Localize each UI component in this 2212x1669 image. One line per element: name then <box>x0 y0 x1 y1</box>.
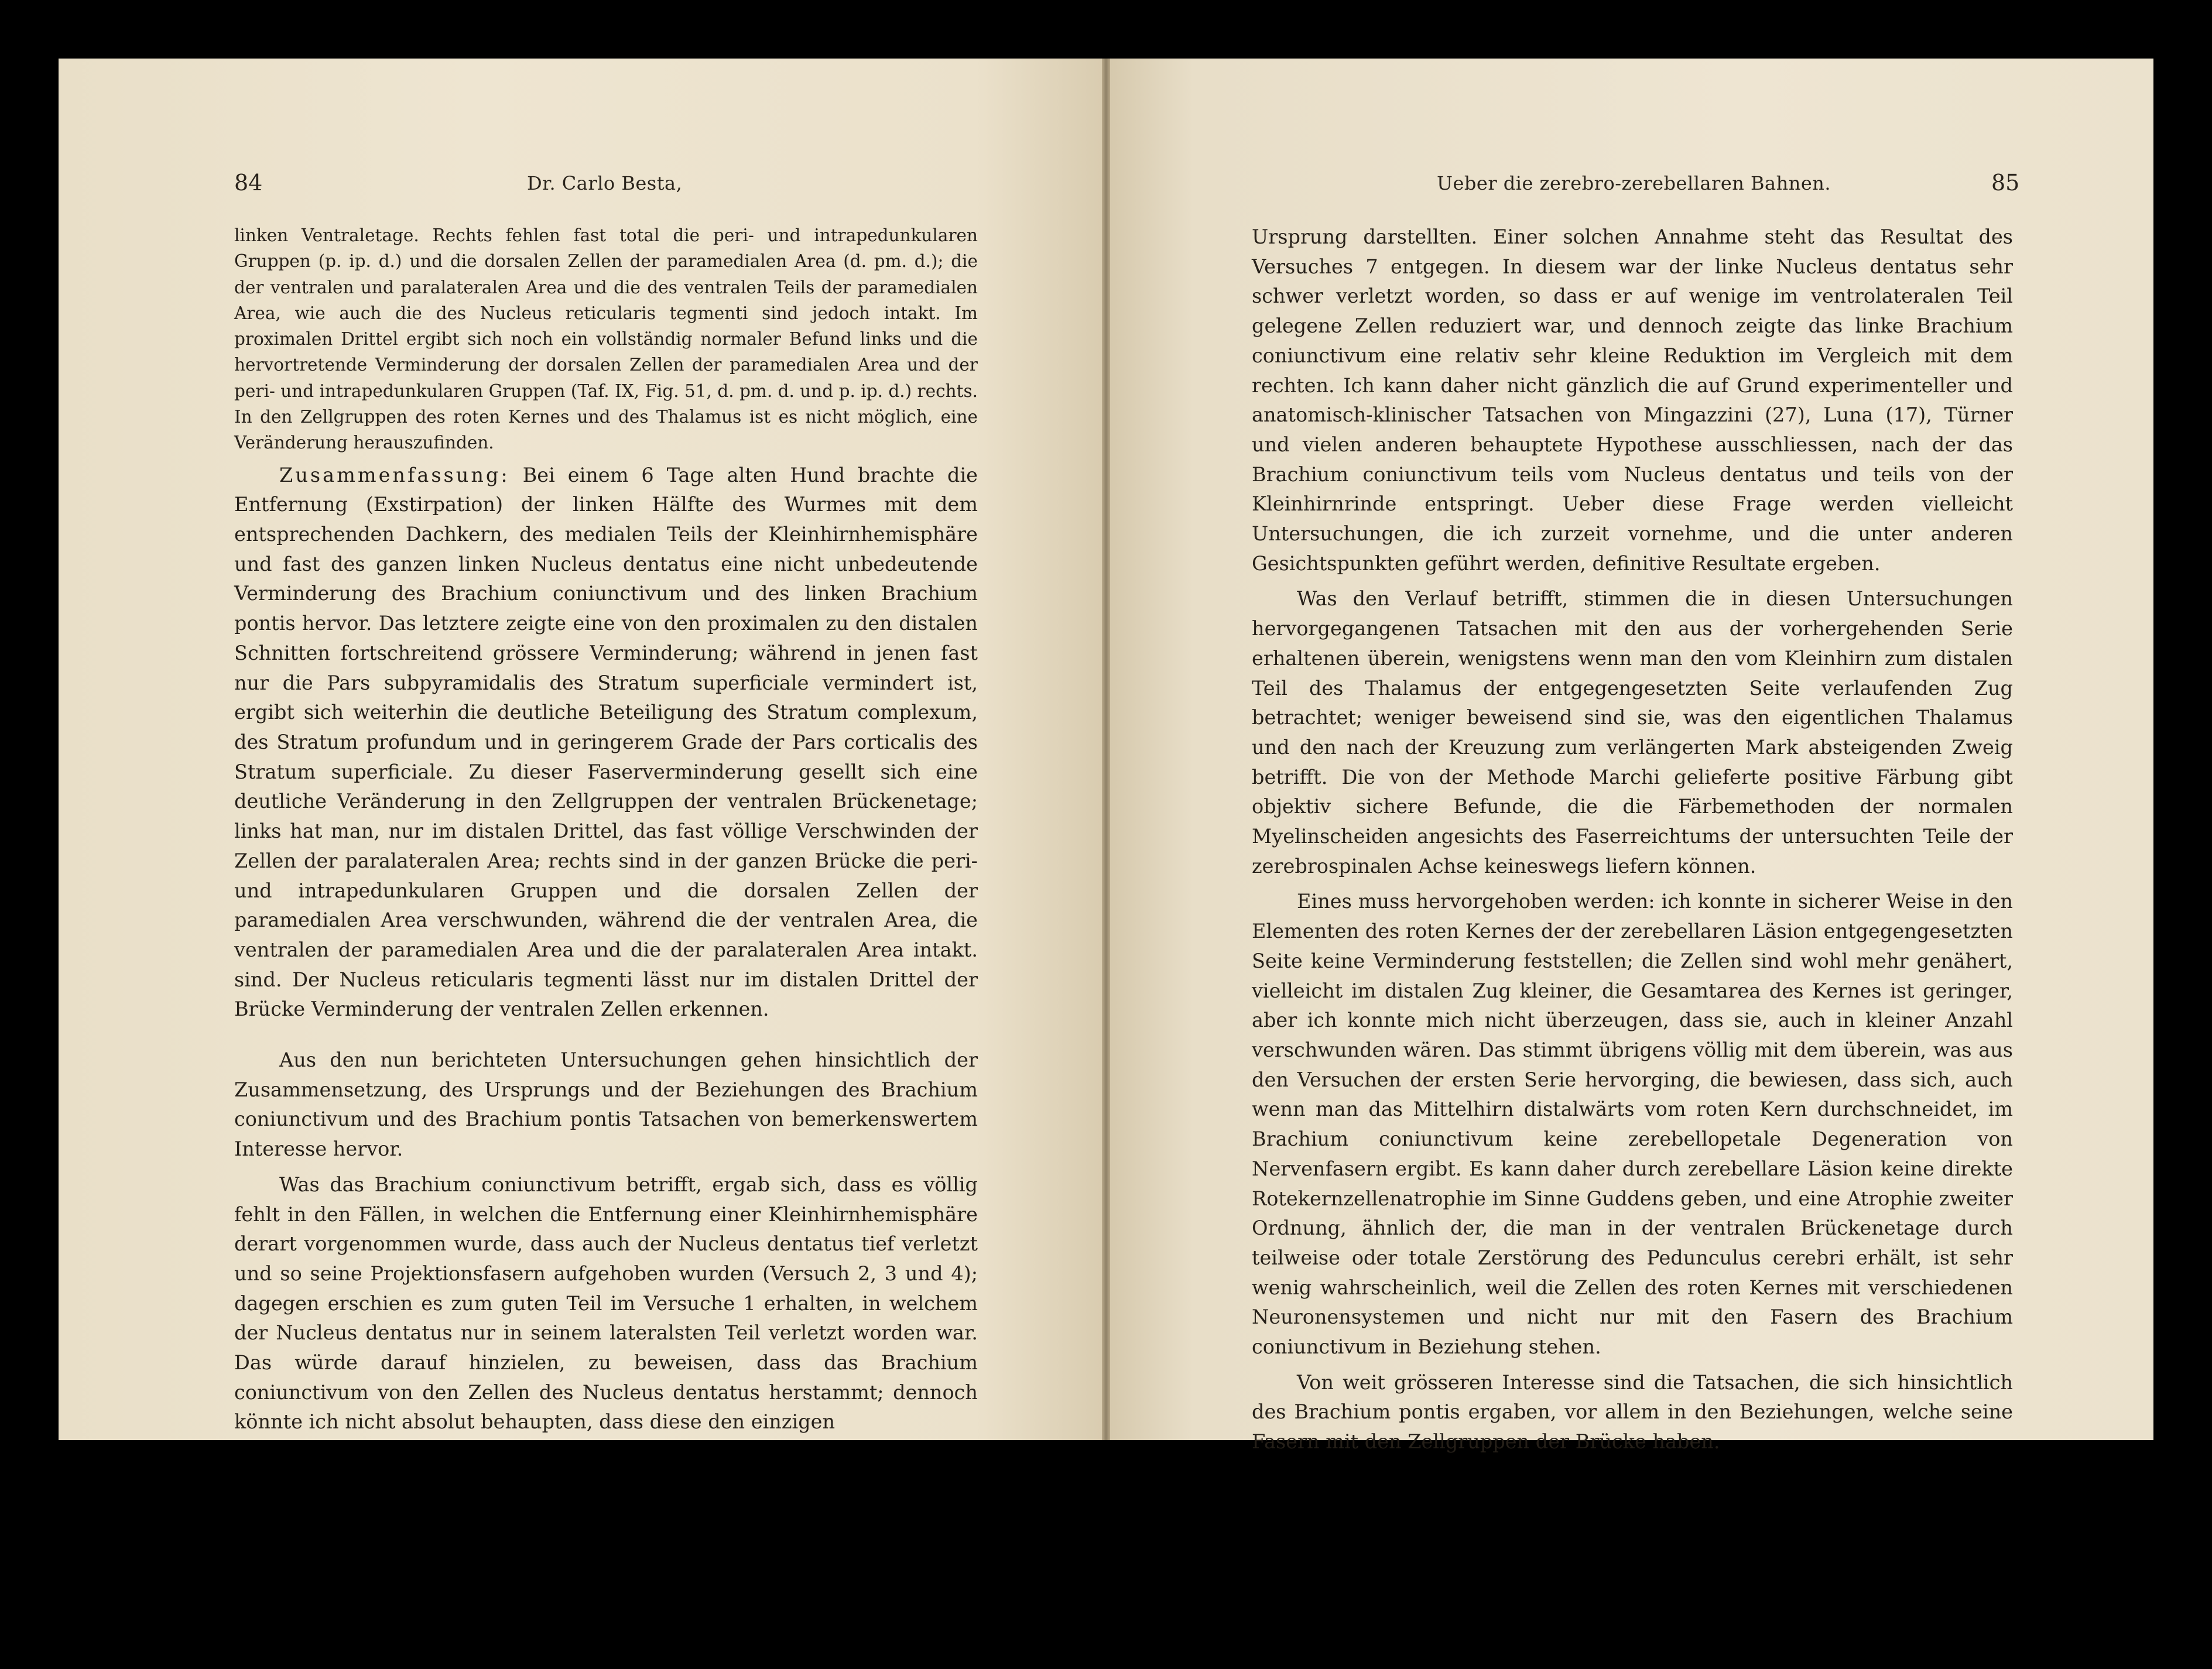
body-paragraph: Was das Brachium coniunctivum betrifft, ergab sich, dass es völlig fehlt in den Fällen, in welchen die Entfernung einer Kleinhirnhemisphäre derart vorgenommen wurde, dass auch der Nucleus dentatus tief verletzt und so seine Projektionsfasern aufgehoben wurden (Versuch 2, 3 und 4); dagegen erschien es zum guten Teil im Versuche 1 erhalten, in welchem der Nucleus dentatus nur in seinem lateralsten Teil verletzt worden war. Das würde darauf hinzielen, zu beweisen, dass das Brachium coniunctivum von den Zellen des Nucleus dentatus herstammt; dennoch könnte ich nicht absolut behaupten, dass diese den einzigen <box>234 1173 978 1434</box>
body-paragraph: Was den Verlauf betrifft, stimmen die in diesen Untersuchungen hervorgegangenen Tatsachen mit den aus der vorhergehenden Serie erhaltenen überein, wenigstens wenn man den vom Kleinhirn zum distalen Teil des Thalamus der entgegengesetzten Seite verlaufenden Zug betrachtet; weniger beweisend sind sie, was den eigentlichen Thalamus und den nach der Kreuzung zum verlängerten Mark absteigenden Zweig betrifft. Die von der Methode Marchi gelieferte positive Färbung gibt objektiv sichere Befunde, die die Färbemethoden der normalen Myelinscheiden angesichts des Faserreichtums der untersuchten Teile der zerebrospinalen Achse keineswegs liefern können. <box>1252 587 2013 878</box>
body-paragraph: Von weit grösseren Interesse sind die Tatsachen, die sich hinsichtlich des Brachium pontis ergaben, vor allem in den Beziehungen, welche seine Fasern mit den Zellgruppen der Brücke haben. <box>1252 1370 2013 1454</box>
small-print-paragraph: linken Ventraletage. Rechts fehlen fast total die peri- und intrapedunkularen Gruppen (p. ip. d.) und die dorsalen Zellen der paramedialen Area (d. pm. d.); die der ventralen und paralateralen Area und die des ventralen Teils der paramedialen Area, wie auch die des Nucleus reticularis tegmenti sind jedoch intakt. Im proximalen Drittel ergibt sich noch ein vollständig normaler Befund links und die hervortretende Verminderung der dorsalen Zellen der paramedialen Area und der peri- und intrapedunkularen Gruppen (Taf. IX, Fig. 51, d. pm. d. und p. ip. d.) rechts. In den Zellgruppen des roten Kernes und des Thalamus ist es nicht möglich, eine Veränderung herauszufinden. <box>234 225 978 453</box>
summary-heading: Zusammenfassung: <box>279 463 510 486</box>
left-page <box>59 59 1102 1440</box>
summary-paragraph <box>234 461 978 1024</box>
page-number: 85 <box>1991 170 2020 196</box>
right-page <box>1110 59 2153 1454</box>
paragraph-spacer <box>1252 578 2013 584</box>
body-paragraph: Aus den nun berichteten Untersuchungen gehen hinsichtlich der Zusammensetzung, des Ursprungs und der Beziehungen des Brachium coniunctivum und des Brachium pontis Tatsachen von bemerkenswertem Interesse hervor. <box>234 1048 978 1161</box>
running-head: Ueber die zerebro-zerebellaren Bahnen. <box>1437 172 1831 194</box>
body-paragraph: Ursprung darstellten. Einer solchen Annahme steht das Resultat des Versuches 7 entgegen. In diesem war der linke Nucleus dentatus sehr schwer verletzt worden, so dass er auf wenige im ventrolateralen Teil gelegene Zellen reduziert war, und dennoch zeigte das linke Brachium coniunctivum eine relativ sehr kleine Reduktion im Vergleich mit dem rechten. Ich kann daher nicht gänzlich die auf Grund experimenteller und anatomisch-klinischer Tatsachen von Mingazzini (27), Luna (17), Türner und vielen anderen behauptete Hypothese ausschliessen, nach der das Brachium coniunctivum teils vom Nucleus dentatus und teils von der Kleinhirnrinde entspringt. Ueber diese Frage werden vielleicht Untersuchungen, die ich zurzeit vornehme, und die unter anderen Gesichtspunkten geführt werden, definitive Resultate ergeben. <box>1252 225 2013 575</box>
right-page-header <box>1110 170 2153 205</box>
summary-text: Bei einem 6 Tage alten Hund brachte die Entfernung (Exstirpation) der linken Hälfte des Wurmes mit dem entsprechenden Dachkern, des medialen Teils der Kleinhirnhemisphäre und fast des ganzen linken Nucleus dentatus eine nicht unbedeutende Verminderung des Brachium coniunctivum und des linken Brachium pontis hervor. Das letztere zeigte eine von den proximalen zu den distalen Schnitten fortschreitend grössere Verminderung; während in jenen fast nur die Pars subpyramidalis des Stratum superficiale vermindert ist, ergibt sich weiterhin die deutliche Beteiligung des Stratum complexum, des Stratum profundum und in geringerem Grade der Pars corticalis des Stratum superficiale. Zu dieser Faserverminderung gesellt sich eine deutliche Veränderung in den Zellgruppen der ventralen Brückenetage; links hat man, nur im distalen Drittel, das fast völlige Verschwinden der Zellen der paralateralen Area; rechts sind in der ganzen Brücke die peri- und intrapedunkularen Gruppen und die dorsalen Zellen der paramedialen Area verschwunden, während die der ventralen Area, die ventralen der paramedialen Area und die der paralateralen Area intakt. sind. Der Nucleus reticularis tegmenti lässt nur im distalen Drittel der Brücke Verminderung der ventralen Zellen erkennen. <box>234 463 978 1021</box>
right-page-body <box>1252 222 2013 1457</box>
paragraph-spacer <box>1252 881 2013 887</box>
book-gutter <box>1102 59 1110 1440</box>
paragraph-spacer <box>234 1164 978 1170</box>
paragraph-spacer <box>234 1024 978 1046</box>
left-page-header <box>59 170 1102 205</box>
running-head: Dr. Carlo Besta, <box>527 172 683 194</box>
paragraph-spacer <box>1252 1362 2013 1368</box>
left-page-body <box>234 222 978 1437</box>
page-number: 84 <box>234 170 263 196</box>
body-paragraph: Eines muss hervorgehoben werden: ich konnte in sicherer Weise in den Elementen des roten Kernes der der zerebellaren Läsion entgegengesetzten Seite keine Verminderung feststellen; die Zellen sind wohl mehr genähert, vielleicht im distalen Zug kleiner, die Gesamtarea des Kernes ist geringer, aber ich konnte mich nicht überzeugen, dass sie, auch in kleiner Anzahl verschwunden wären. Das stimmt übrigens völlig mit dem überein, was aus den Versuchen der ersten Serie hervorging, die bewiesen, dass sich, auch wenn man das Mittelhirn distalwärts vom roten Kern durchschneidet, im Brachium coniunctivum keine zerebellopetale Degeneration von Nervenfasern ergibt. Es kann daher durch zerebellare Läsion keine direkte Rotekernzellenatrophie im Sinne Guddens geben, und eine Atrophie zweiter Ordnung, ähnlich der, die man in der ventralen Brückenetage durch teilweise oder totale Zerstörung des Pedunculus cerebri erhält, ist sehr wenig wahrscheinlich, weil die Zellen des roten Kernes mit verschiedenen Neuronensystemen und nicht nur mit den Fasern des Brachium coniunctivum in Beziehung stehen. <box>1252 890 2013 1359</box>
